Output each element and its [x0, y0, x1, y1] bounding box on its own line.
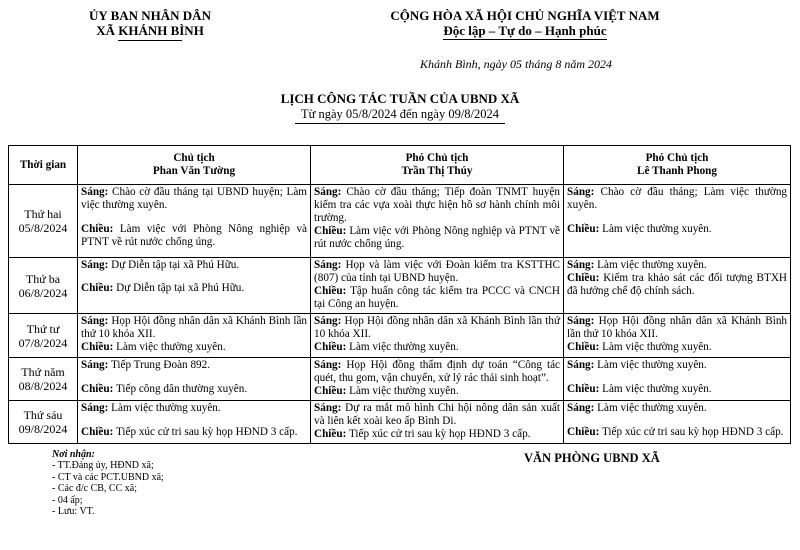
morning-label: Sáng:	[314, 186, 342, 198]
day-name: Thứ ba	[25, 271, 61, 286]
vice-chair-2-schedule	[564, 258, 791, 314]
morning-label: Sáng:	[81, 315, 109, 327]
afternoon-label: Chiều:	[314, 285, 347, 297]
afternoon-label: Chiều:	[81, 223, 114, 235]
morning-label: Sáng:	[314, 402, 342, 414]
day-date: 08/8/2024	[18, 379, 68, 393]
afternoon-text: Làm việc với Phòng Nông nghiệp và PTNT về rút nước chống úng.	[81, 223, 308, 248]
morning-text: Làm việc thường xuyên.	[111, 402, 221, 414]
morning-entry	[567, 402, 787, 415]
morning-text: Họp Hội đồng nhân dân xã Khánh Bình lần thứ 10 khóa XII.	[81, 315, 308, 340]
day-name: Thứ sáu	[23, 408, 63, 422]
header-vice-chair-1	[311, 146, 564, 185]
table-row	[9, 258, 791, 314]
recipient-item: - 04 ấp;	[52, 494, 83, 506]
day-name: Thứ tư	[26, 321, 60, 336]
morning-entry	[81, 186, 307, 212]
recipient-item: - TT.Đảng ủy, HĐND xã;	[52, 460, 154, 472]
recipients-heading: Nơi nhận:	[52, 449, 95, 460]
recipients-block	[52, 449, 164, 517]
afternoon-label: Chiều:	[567, 383, 600, 395]
morning-entry	[567, 259, 787, 272]
afternoon-text: Làm việc thường xuyên.	[602, 383, 712, 395]
morning-label: Sáng:	[567, 186, 595, 198]
afternoon-entry	[567, 272, 787, 298]
afternoon-label: Chiều:	[567, 272, 600, 284]
morning-text: Tiếp Trung Đoàn 892.	[110, 359, 211, 371]
afternoon-text: Làm việc với Phòng Nông nghiệp và PTNT về rút nước chống úng.	[314, 225, 560, 250]
chairman-schedule	[78, 401, 311, 444]
morning-text: Họp Hội đồng thẩm định dự toán “Công tác quét, thu gom, vận chuyển, xử lý rác thải sinh hoạt”.	[314, 359, 560, 384]
afternoon-entry	[567, 341, 787, 354]
morning-label: Sáng:	[314, 359, 342, 371]
afternoon-label: Chiều:	[314, 341, 347, 353]
day-name: Thứ hai	[24, 207, 62, 221]
afternoon-label: Chiều:	[81, 282, 114, 294]
afternoon-entry	[567, 383, 787, 396]
vice-chair-1-schedule	[311, 258, 564, 314]
day-cell	[9, 401, 78, 444]
morning-entry	[314, 402, 560, 428]
afternoon-entry	[314, 428, 560, 441]
morning-text: Họp Hội đồng nhân dân xã Khánh Bình lần thứ 10 khóa XII.	[314, 315, 561, 340]
morning-entry	[567, 186, 787, 212]
afternoon-entry	[81, 426, 307, 439]
afternoon-entry	[81, 383, 307, 396]
afternoon-label: Chiều:	[567, 341, 600, 353]
afternoon-entry	[314, 385, 560, 398]
day-date: 06/8/2024	[18, 285, 68, 300]
chairman-role: Chủ tịch	[173, 152, 215, 164]
afternoon-text: Làm việc thường xuyên.	[349, 341, 459, 353]
day-name: Thứ năm	[21, 365, 65, 379]
document-subtitle	[0, 107, 800, 124]
morning-label: Sáng:	[314, 259, 342, 271]
afternoon-text: Tập huấn công tác kiểm tra PCCC và CNCH tại Công an huyện.	[314, 285, 560, 310]
document-date: Khánh Bình, ngày 05 tháng 8 năm 2024	[420, 57, 612, 71]
table-header-row	[9, 146, 791, 185]
afternoon-label: Chiều:	[314, 428, 347, 440]
vice-chair-2-schedule	[564, 185, 791, 258]
morning-label: Sáng:	[567, 402, 595, 414]
morning-label: Sáng:	[314, 315, 342, 327]
office-signature: VĂN PHÒNG UBND XÃ	[524, 451, 660, 465]
afternoon-text: Làm việc thường xuyên.	[602, 341, 712, 353]
afternoon-text: Kiểm tra khảo sát các đối tượng BTXH đã hưởng chế độ chính sách.	[567, 272, 787, 297]
motto: Độc lập – Tự do – Hạnh phúc	[443, 23, 607, 38]
morning-entry	[314, 186, 560, 225]
afternoon-label: Chiều:	[314, 225, 347, 237]
subtitle-underline	[295, 123, 505, 124]
vice-chair-2-schedule	[564, 358, 791, 401]
afternoon-entry	[567, 223, 787, 236]
morning-entry	[81, 359, 307, 372]
day-date: 09/8/2024	[18, 422, 68, 436]
day-date: 07/8/2024	[18, 335, 68, 350]
morning-entry	[81, 259, 307, 272]
vice-chair-1-schedule	[311, 314, 564, 358]
schedule-table	[8, 145, 791, 444]
morning-text: Làm việc thường xuyên.	[597, 402, 707, 414]
recipient-item: - Lưu: VT.	[52, 506, 95, 518]
afternoon-text: Làm việc thường xuyên.	[116, 341, 226, 353]
morning-text: Chào cờ đầu tháng; Tiếp đoàn TNMT huyện kiểm tra các vựa xoài thực hiện hồ sơ hành chính môi trường.	[314, 186, 560, 224]
document-title: LỊCH CÔNG TÁC TUẦN CỦA UBND XÃ	[280, 91, 520, 106]
afternoon-text: Tiếp xúc cử tri sau kỳ họp HĐND 3 cấp.	[601, 426, 784, 438]
table-row	[9, 185, 791, 258]
recipient-item: - CT và các PCT.UBND xã;	[52, 471, 164, 483]
afternoon-text: Làm việc thường xuyên.	[602, 223, 712, 235]
agency-underline	[118, 40, 182, 41]
afternoon-label: Chiều:	[81, 426, 114, 438]
afternoon-text: Tiếp xúc cử tri sau kỳ họp HĐND 3 cấp.	[348, 428, 531, 440]
afternoon-entry	[314, 225, 560, 251]
agency-line2: XÃ KHÁNH BÌNH	[96, 23, 204, 38]
morning-label: Sáng:	[567, 259, 595, 271]
vice-chair-1-schedule	[311, 401, 564, 444]
chairman-schedule	[78, 258, 311, 314]
day-cell	[9, 314, 78, 358]
vice-chair-2-name: Lê Thanh Phong	[636, 165, 717, 177]
afternoon-label: Chiều:	[81, 341, 114, 353]
morning-label: Sáng:	[81, 359, 109, 371]
day-cell	[9, 258, 78, 314]
day-date: 05/8/2024	[18, 221, 68, 235]
afternoon-text: Dự Diễn tập tại xã Phú Hữu.	[116, 282, 245, 294]
vice-chair-2-schedule	[564, 401, 791, 444]
afternoon-label: Chiều:	[314, 385, 347, 397]
morning-entry	[314, 259, 560, 285]
morning-text: Dự ra mắt mô hình Chi hội nông dân sản xuất và liên kết xoài keo ấp Bình Di.	[314, 402, 560, 427]
national-header	[360, 8, 690, 40]
morning-text: Họp và làm việc với Đoàn kiểm tra KSTTHC (807) của tỉnh tại UBND huyện.	[314, 259, 561, 284]
nation-name: CỘNG HÒA XÃ HỘI CHỦ NGHĨA VIỆT NAM	[390, 8, 660, 23]
chairman-schedule	[78, 358, 311, 401]
afternoon-text: Làm việc thường xuyên.	[349, 385, 459, 397]
day-cell	[9, 185, 78, 258]
afternoon-text: Tiếp xúc cử tri sau kỳ họp HĐND 3 cấp.	[115, 426, 298, 438]
afternoon-entry	[81, 341, 307, 354]
afternoon-entry	[314, 285, 560, 311]
day-cell	[9, 358, 78, 401]
chairman-name: Phan Văn Tường	[152, 165, 236, 177]
table-row	[9, 314, 791, 358]
chairman-schedule	[78, 185, 311, 258]
afternoon-entry	[567, 426, 787, 439]
morning-entry	[81, 402, 307, 415]
morning-label: Sáng:	[567, 315, 595, 327]
header-time: Thời gian	[9, 146, 78, 185]
vice-chair-1-schedule	[311, 185, 564, 258]
vice-chair-2-schedule	[564, 314, 791, 358]
table-row	[9, 401, 791, 444]
afternoon-text: Tiếp công dân thường xuyên.	[115, 383, 248, 395]
afternoon-entry	[81, 223, 307, 249]
afternoon-entry	[81, 282, 307, 295]
morning-text: Làm việc thường xuyên.	[597, 359, 707, 371]
morning-text: Chào cờ đầu tháng; Làm việc thường xuyên.	[567, 186, 788, 211]
morning-label: Sáng:	[81, 259, 109, 271]
morning-entry	[81, 315, 307, 341]
agency-line1: ỦY BAN NHÂN DÂN	[89, 8, 211, 23]
header-chairman	[78, 146, 311, 185]
vice-chair-1-role: Phó Chủ tịch	[405, 152, 469, 164]
date-range: Từ ngày 05/8/2024 đến ngày 09/8/2024	[300, 107, 500, 121]
vice-chair-1-schedule	[311, 358, 564, 401]
morning-entry	[314, 315, 560, 341]
morning-text: Dự Diễn tập tại xã Phú Hữu.	[111, 259, 240, 271]
recipient-item: - Các đ/c CB, CC xã;	[52, 483, 137, 495]
afternoon-label: Chiều:	[567, 223, 600, 235]
morning-label: Sáng:	[81, 186, 109, 198]
afternoon-label: Chiều:	[567, 426, 600, 438]
morning-entry	[567, 315, 787, 341]
morning-text: Chào cờ đầu tháng tại UBND huyện; Làm việc thường xuyên.	[81, 186, 308, 211]
vice-chair-2-role: Phó Chủ tịch	[645, 152, 709, 164]
table-row	[9, 358, 791, 401]
morning-entry	[567, 359, 787, 372]
vice-chair-1-name: Trần Thị Thúy	[401, 165, 473, 177]
morning-label: Sáng:	[81, 402, 109, 414]
issuing-agency	[60, 8, 240, 41]
morning-text: Họp Hội đồng nhân dân xã Khánh Bình lần thứ 10 khóa XII.	[567, 315, 788, 340]
afternoon-label: Chiều:	[81, 383, 114, 395]
header-vice-chair-2	[564, 146, 791, 185]
chairman-schedule	[78, 314, 311, 358]
afternoon-entry	[314, 341, 560, 354]
morning-entry	[314, 359, 560, 385]
morning-text: Làm việc thường xuyên.	[597, 259, 707, 271]
morning-label: Sáng:	[567, 359, 595, 371]
